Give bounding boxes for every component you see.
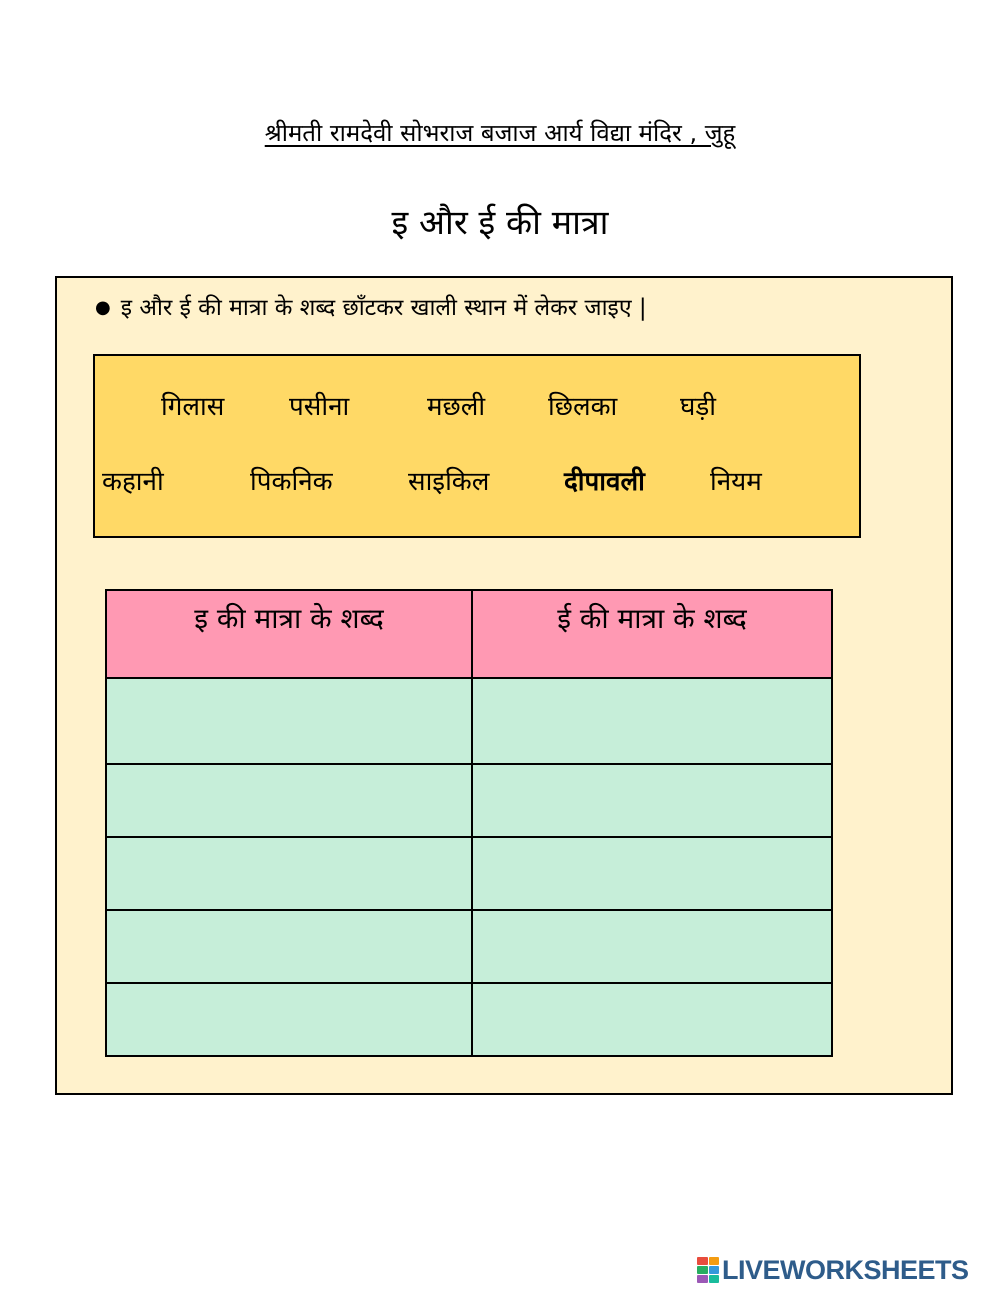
- word-card-pasina[interactable]: पसीना: [289, 392, 350, 422]
- table-row: [106, 910, 832, 983]
- word-card-gilas[interactable]: गिलास: [161, 392, 225, 422]
- drop-zone-ii-3[interactable]: [472, 837, 832, 910]
- liveworksheets-logo: [697, 1254, 969, 1286]
- sorting-table: [105, 589, 833, 1057]
- activity-box: [55, 276, 953, 1095]
- table-header-row: [106, 590, 832, 678]
- table-row: [106, 983, 832, 1056]
- word-card-deepawali[interactable]: दीपावली: [564, 467, 645, 497]
- drop-zone-i-1[interactable]: [106, 678, 472, 764]
- drop-zone-ii-5[interactable]: [472, 983, 832, 1056]
- word-card-cycle[interactable]: साइकिल: [408, 467, 490, 497]
- word-card-machhli[interactable]: मछली: [427, 392, 486, 422]
- school-name: श्रीमती रामदेवी सोभराज बजाज आर्य विद्या मंदिर , जुहू: [264, 119, 736, 147]
- bullet-icon: ●: [95, 297, 111, 318]
- table-row: [106, 764, 832, 837]
- logo-text: LIVEWORKSHEETS: [722, 1254, 969, 1285]
- table-row: [106, 837, 832, 910]
- header-i-matra: इ की मात्रा के शब्द: [106, 590, 472, 678]
- drop-zone-i-5[interactable]: [106, 983, 472, 1056]
- header-ii-matra: ई की मात्रा के शब्द: [472, 590, 832, 678]
- table-row: [106, 678, 832, 764]
- word-bank: [93, 354, 861, 538]
- drop-zone-ii-4[interactable]: [472, 910, 832, 983]
- drop-zone-ii-2[interactable]: [472, 764, 832, 837]
- instruction-text: इ और ई की मात्रा के शब्द छाँटकर खाली स्थान में लेकर जाइए |: [120, 295, 647, 321]
- word-card-piknik[interactable]: पिकनिक: [250, 467, 333, 497]
- page-title: इ और ई की मात्रा: [391, 203, 609, 243]
- word-card-niyam[interactable]: नियम: [710, 467, 762, 497]
- instruction: [95, 290, 647, 322]
- word-card-chhilka[interactable]: छिलका: [548, 392, 618, 422]
- drop-zone-i-2[interactable]: [106, 764, 472, 837]
- drop-zone-ii-1[interactable]: [472, 678, 832, 764]
- word-card-kahani[interactable]: कहानी: [102, 467, 164, 497]
- drop-zone-i-4[interactable]: [106, 910, 472, 983]
- logo-mark-icon: [697, 1257, 719, 1283]
- word-card-ghadi[interactable]: घड़ी: [680, 392, 717, 422]
- drop-zone-i-3[interactable]: [106, 837, 472, 910]
